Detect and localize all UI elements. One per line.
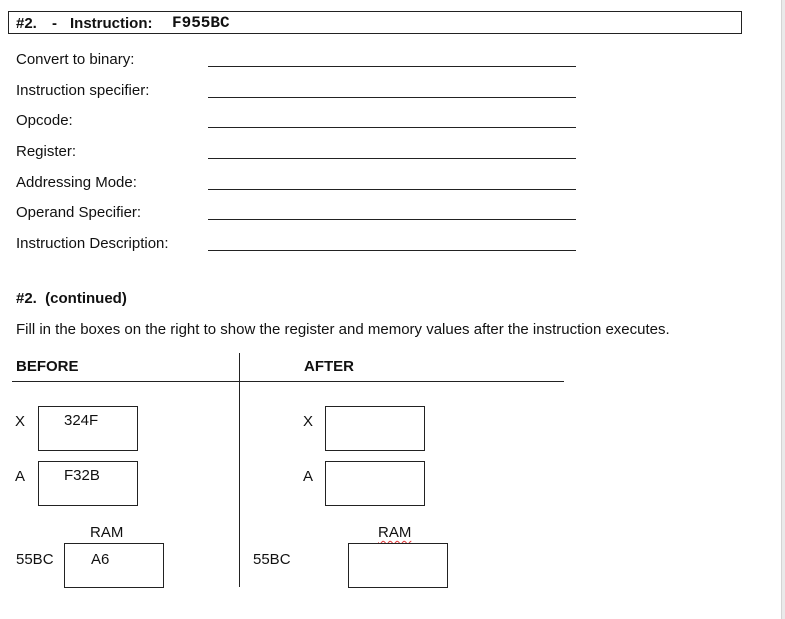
field-label-instruction-description: Instruction Description: <box>16 235 169 252</box>
vertical-scrollbar[interactable] <box>781 0 785 619</box>
field-label-addressing-mode: Addressing Mode: <box>16 174 137 191</box>
continued-instructions: Fill in the boxes on the right to show the register and memory values after the instruction executes. <box>16 321 670 338</box>
after-x-register-box[interactable] <box>325 406 425 451</box>
before-x-label: X <box>15 413 26 430</box>
before-a-register-box <box>38 461 138 506</box>
answer-line-operand-specifier[interactable] <box>208 219 576 220</box>
field-label-register: Register: <box>16 143 77 160</box>
before-address-label: 55BC <box>16 551 54 568</box>
table-divider-vertical <box>239 353 240 587</box>
answer-line-addressing-mode[interactable] <box>208 189 576 190</box>
field-label-operand-specifier: Operand Specifier: <box>16 204 142 221</box>
problem-number: #2. <box>16 15 37 32</box>
answer-line-instruction-specifier[interactable] <box>208 97 576 98</box>
problem-header <box>8 11 742 34</box>
answer-line-binary[interactable] <box>208 66 576 67</box>
field-label-binary: Convert to binary: <box>16 51 135 68</box>
answer-line-opcode[interactable] <box>208 127 576 128</box>
after-a-label: A <box>303 468 314 485</box>
continued-title: #2. (continued) <box>16 290 127 307</box>
instruction-label: Instruction: <box>70 15 153 32</box>
table-divider-horizontal <box>12 381 564 382</box>
before-title: BEFORE <box>16 358 79 375</box>
after-a-register-box[interactable] <box>325 461 425 506</box>
before-ram-value: A6 <box>91 551 110 568</box>
answer-line-register[interactable] <box>208 158 576 159</box>
field-label-instruction-specifier: Instruction specifier: <box>16 82 150 99</box>
before-a-value: F32B <box>64 467 100 484</box>
after-title: AFTER <box>304 358 354 375</box>
after-x-label: X <box>303 413 314 430</box>
before-a-label: A <box>15 468 26 485</box>
after-ram-box[interactable] <box>348 543 448 588</box>
field-label-opcode: Opcode: <box>16 112 73 129</box>
before-ram-label: RAM <box>90 524 124 541</box>
after-ram-label: RAM <box>378 524 412 541</box>
answer-line-instruction-description[interactable] <box>208 250 576 251</box>
before-ram-box <box>64 543 164 588</box>
before-x-register-box <box>38 406 138 451</box>
instruction-code: F955BC <box>172 14 230 32</box>
header-dash: - <box>52 15 57 32</box>
after-address-label: 55BC <box>253 551 291 568</box>
before-x-value: 324F <box>64 412 99 429</box>
